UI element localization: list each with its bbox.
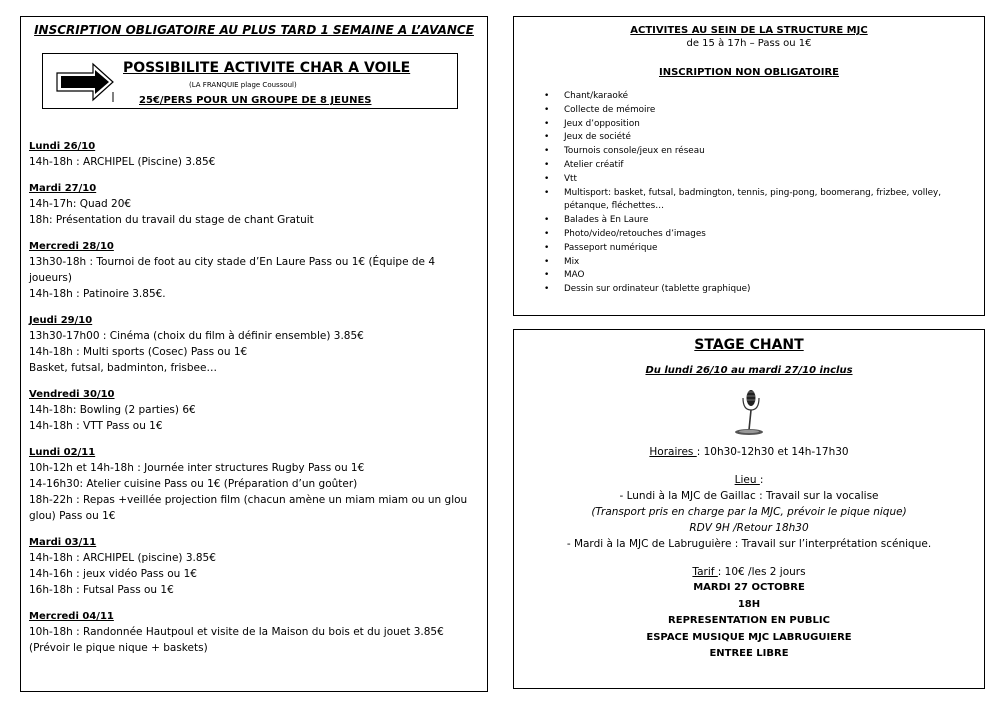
day-block <box>29 445 479 524</box>
day-schedule <box>29 139 479 667</box>
event-venue: ESPACE MUSIQUE MJC LABRUGUIERE <box>646 631 852 643</box>
day-heading: Lundi 02/11 <box>29 447 96 458</box>
list-item: • Balades à En Laure <box>564 214 984 228</box>
lieu-rdv: RDV 9H /Retour 18h30 <box>689 522 809 534</box>
lieu-mardi: - Mardi à la MJC de Labruguière : Travail sur l’interprétation scénique. <box>566 538 932 550</box>
horaires-label: Horaires <box>649 446 697 458</box>
day-heading: Vendredi 30/10 <box>29 389 115 400</box>
day-block <box>29 609 479 656</box>
char-a-voile-box <box>42 53 458 109</box>
day-line: 13h30-18h : Tournoi de foot au city stade d’En Laure Pass ou 1€ (Équipe de 4 <box>29 256 436 268</box>
day-line: 14h-17h: Quad 20€ <box>29 198 132 210</box>
list-item: • Photo/video/retouches d’images <box>564 228 984 242</box>
activities-panel <box>513 16 985 316</box>
day-block <box>29 181 479 228</box>
char-a-voile-price: 25€/PERS POUR UN GROUPE DE 8 JEUNES <box>139 95 372 106</box>
program-panel <box>20 16 488 692</box>
day-line: 10h-18h : Randonnée Hautpoul et visite de la Maison du bois et du jouet 3.85€ <box>29 626 444 638</box>
list-item: • Collecte de mémoire <box>564 104 984 118</box>
char-a-voile-title: POSSIBILITE ACTIVITE CHAR A VOILE <box>123 60 411 76</box>
day-block <box>29 387 479 434</box>
list-item: • Jeux de société <box>564 131 984 145</box>
microphone-illustration <box>514 388 984 438</box>
day-line: 16h-18h : Futsal Pass ou 1€ <box>29 584 174 596</box>
lieu-label: Lieu <box>734 474 760 486</box>
day-line: (Prévoir le pique nique + baskets) <box>29 642 208 654</box>
stage-chant-panel <box>513 329 985 689</box>
list-item: • Vtt <box>564 173 984 187</box>
char-a-voile-location: (LA FRANQUIE plage Coussoul) <box>189 81 297 89</box>
event-time: 18H <box>737 598 761 610</box>
arrow-right-icon <box>55 62 117 102</box>
inscription-title: INSCRIPTION OBLIGATOIRE AU PLUS TARD 1 SEMAINE A L’AVANCE <box>34 23 474 37</box>
list-item: • Jeux d’opposition <box>564 118 984 132</box>
day-heading: Mercredi 28/10 <box>29 241 114 252</box>
day-heading: Jeudi 29/10 <box>29 315 93 326</box>
day-line: glou) Pass ou 1€ <box>29 510 116 522</box>
microphone-icon <box>729 388 769 436</box>
day-line: 14h-16h : jeux vidéo Pass ou 1€ <box>29 568 197 580</box>
day-line: 14h-18h : Patinoire 3.85€. <box>29 288 166 300</box>
day-heading: Mercredi 04/11 <box>29 611 114 622</box>
activities-inscription: INSCRIPTION NON OBLIGATOIRE <box>659 67 839 78</box>
tarif-value: : 10€ /les 2 jours <box>717 566 806 578</box>
day-heading: Mardi 27/10 <box>29 183 97 194</box>
day-line: 14h-18h : ARCHIPEL (Piscine) 3.85€ <box>29 156 216 168</box>
tarif-line <box>514 564 984 580</box>
horaires-line <box>514 444 984 460</box>
list-item: • MAO <box>564 269 984 283</box>
day-line: 14h-18h: Bowling (2 parties) 6€ <box>29 404 196 416</box>
day-heading: Lundi 26/10 <box>29 141 96 152</box>
stage-title: STAGE CHANT <box>694 337 804 353</box>
lieu-lundi: - Lundi à la MJC de Gaillac : Travail sur la vocalise <box>619 490 879 502</box>
day-block <box>29 239 479 302</box>
day-heading: Mardi 03/11 <box>29 537 97 548</box>
list-item-continuation: pétanque, fléchettes… <box>564 201 665 212</box>
day-line: 14h-18h : Multi sports (Cosec) Pass ou 1€ <box>29 346 248 358</box>
list-item: • Dessin sur ordinateur (tablette graphique) <box>564 283 984 297</box>
day-line: joueurs) <box>29 272 72 284</box>
tarif-label: Tarif <box>692 566 718 578</box>
event-entry: ENTREE LIBRE <box>709 648 789 659</box>
day-line: 14h-18h : ARCHIPEL (piscine) 3.85€ <box>29 552 216 564</box>
lieu-transport: (Transport pris en charge par la MJC, prévoir le pique nique) <box>591 506 907 518</box>
activities-hours: de 15 à 17h – Pass ou 1€ <box>686 38 812 49</box>
list-item: • Multisport: basket, futsal, badmington, tennis, ping-pong, boomerang, frizbee, volley, <box>564 187 984 201</box>
activities-list <box>514 90 984 297</box>
horaires-value: : 10h30-12h30 et 14h-17h30 <box>696 446 849 458</box>
day-block <box>29 313 479 376</box>
list-item: • Mix <box>564 256 984 270</box>
day-line: Basket, futsal, badminton, frisbee… <box>29 362 217 374</box>
list-item: • Atelier créatif <box>564 159 984 173</box>
day-block <box>29 535 479 598</box>
day-line: 14-16h30: Atelier cuisine Pass ou 1€ (Préparation d’un goûter) <box>29 478 358 490</box>
list-item: • Chant/karaoké <box>564 90 984 104</box>
day-line: 18h: Présentation du travail du stage de chant Gratuit <box>29 214 314 226</box>
day-line: 10h-12h et 14h-18h : Journée inter structures Rugby Pass ou 1€ <box>29 462 365 474</box>
day-block <box>29 139 479 170</box>
day-line: 13h30-17h00 : Cinéma (choix du film à définir ensemble) 3.85€ <box>29 330 364 342</box>
list-item: • Passeport numérique <box>564 242 984 256</box>
event-representation: REPRESENTATION EN PUBLIC <box>668 615 830 626</box>
stage-dates: Du lundi 26/10 au mardi 27/10 inclus <box>645 365 853 376</box>
list-item: • Tournois console/jeux en réseau <box>564 145 984 159</box>
activities-title: ACTIVITES AU SEIN DE LA STRUCTURE MJC <box>630 25 868 36</box>
lieu-colon: : <box>759 474 764 486</box>
lieu-line <box>514 472 984 488</box>
day-line: 14h-18h : VTT Pass ou 1€ <box>29 420 163 432</box>
day-line: 18h-22h : Repas +veillée projection film (chacun amène un miam miam ou un glou <box>29 494 468 506</box>
event-date: MARDI 27 OCTOBRE <box>693 582 805 593</box>
